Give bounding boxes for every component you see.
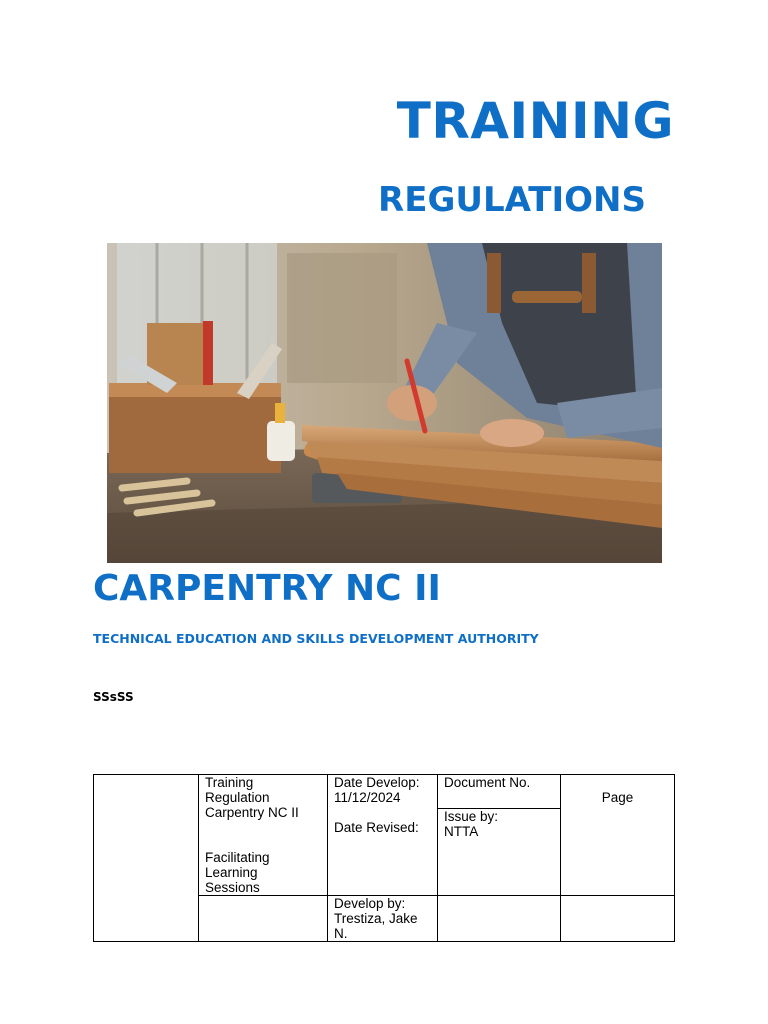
empty-cell	[561, 896, 675, 942]
develop-by-cell	[328, 896, 438, 942]
empty-cell	[438, 896, 561, 942]
document-no-label: Document No.	[444, 775, 531, 790]
issue-by-label: Issue by:	[444, 809, 499, 825]
page-label: Page	[601, 790, 634, 805]
date-develop-value: 11/12/2024	[334, 790, 401, 805]
training-regulation-line2: Carpentry NC II	[205, 805, 299, 820]
training-regulation-cell	[199, 775, 328, 896]
page-cell	[561, 775, 675, 896]
logo-cell	[94, 775, 199, 942]
empty-cell	[199, 896, 328, 942]
document-no-cell	[438, 775, 561, 809]
develop-by-label: Develop by:	[334, 896, 406, 911]
develop-by-value: Trestiza, Jake N.	[334, 911, 418, 941]
document-subtitle: REGULATIONS	[378, 180, 646, 220]
course-title: CARPENTRY NC II	[93, 568, 441, 609]
session-line1: Facilitating Learning	[205, 850, 270, 880]
date-develop-label: Date Develop:	[334, 775, 420, 790]
session-line2: Sessions	[205, 880, 260, 895]
date-revised-label: Date Revised:	[334, 820, 419, 835]
document-control-table	[93, 774, 675, 942]
training-regulation-line1: Training Regulation	[205, 775, 270, 805]
agency-name: TECHNICAL EDUCATION AND SKILLS DEVELOPMENT AUTHORITY	[93, 631, 539, 646]
issue-by-cell	[438, 809, 561, 896]
issue-by-value: NTTA	[444, 824, 479, 840]
document-title: TRAINING	[396, 92, 674, 150]
document-code: SSsSS	[93, 690, 134, 704]
dates-cell	[328, 775, 438, 896]
carpentry-workshop-photo	[107, 243, 662, 563]
